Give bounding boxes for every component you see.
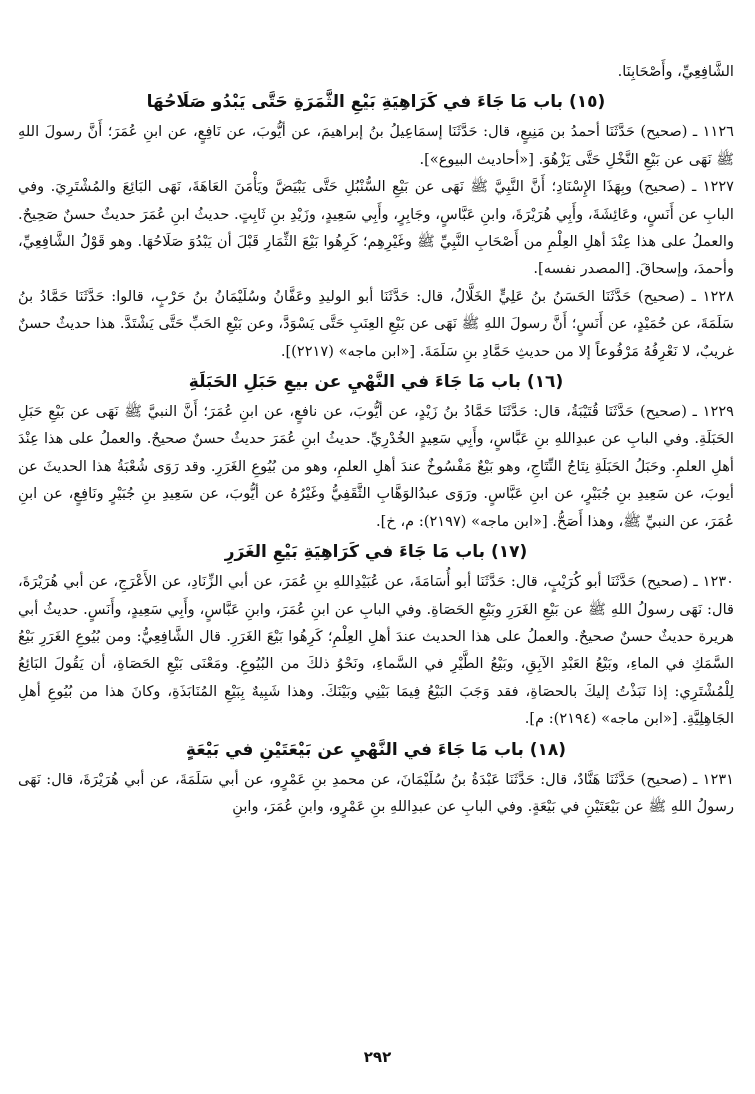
hadith-1227: ١٢٢٧ ـ (صحيح) وبِهَذَا الإِسْنَادِ؛ أَنَّ النَّبِيَّ ﷺ نَهَى عن بَيْعِ السُّنْبُلِ حَتَّى يَبْيَضَّ ويَأْمَنَ العَاهَةَ، نَهَى البَائِعَ والمُشْتَرِيَ. وفي البابِ عن أَنَسٍ، وعَائِشَةَ، وأَبِي هُرَيْرَةَ، وابنِ عَبَّاسٍ، وجَابِرٍ، وأَبِي سَعِيدٍ، وزَيْدِ بنِ ثَابِتٍ. حديثُ ابنِ عُمَرَ حديثٌ حسنٌ صَحِيحٌ. والعملُ على هذا عِنْدَ أهلِ العِلْمِ من أَصْحَابِ النَّبِيِّ ﷺ وغَيْرِهِم؛ كَرِهُوا بَيْعَ الثِّمَارِ قَبْلَ أن يَبْدُوَ صَلَاحُهَا. وهو قَوْلُ الشَّافِعِيِّ، وأحمدَ، وإسحاقَ. [المصدر نفسه]. bbox=[18, 178, 735, 278]
page-number: ٢٩٢ bbox=[363, 1048, 392, 1066]
opening-line: الشَّافِعِيِّ، وأَصْحَابِنَا. bbox=[617, 63, 734, 80]
hadith-1231: ١٢٣١ ـ (صحيح) حَدَّثَنَا هَنَّادٌ، قال: حَدَّثَنَا عَبْدَةُ بنُ سُلَيْمَانَ، عن محمدِ بنِ عَمْرٍو، عن أبي سَلَمَةَ، عن أبي هُرَيْرَةَ، قال: نَهَى رسولُ اللهِ ﷺ عن بَيْعَتَيْنِ في بَيْعَةٍ. وفي البابِ عن عبدِاللهِ بنِ عَمْرٍو، وابنِ عُمَرَ، وابنِ bbox=[18, 770, 734, 815]
chapter-heading-16: (١٦) باب مَا جَاءَ في النَّهْيِ عن بيعِ حَبَلِ الحَبَلَةِ bbox=[188, 372, 564, 393]
chapter-heading-17: (١٧) باب مَا جَاءَ في كَرَاهِيَةِ بَيْعِ الغَرَرِ bbox=[224, 542, 528, 563]
hadith-1229: ١٢٢٩ ـ (صحيح) حَدَّثَنَا قُتَيْبَةُ، قال: حَدَّثَنَا حَمَّادُ بنُ زَيْدٍ، عن أيُّوبَ، عن نافعٍ، عن ابنِ عُمَرَ؛ أَنَّ النبيَّ ﷺ نَهَى عن بَيْعِ حَبَلِ الحَبَلَةِ. وفي البابِ عن عبدِاللهِ بنِ عَبَّاسٍ، وأَبِي سَعِيدٍ الخُدْرِيِّ. حديثُ ابنِ عُمَرَ حديثٌ حسنٌ صحيحٌ. والعملُ على هذا عِنْدَ أهلِ العلمِ. وحَبَلُ الحَبَلَةِ نِتَاجُ النِّتَاجِ، وهو بَيْعٌ مَفْسُوخٌ عندَ أهلِ العلمِ، وهو من بُيُوعِ الغَرَرِ. وقد رَوَى شُعْبَةُ هذا الحديثَ عن أيوبَ، عن سَعِيدِ بنِ جُبَيْرٍ، عن ابنِ عَبَّاسٍ. ورَوَى عبدُالوَهَّابِ الثَّقَفِيُّ وغَيْرُهُ عن أيُّوبَ، عن سَعِيدِ بنِ جُبَيْرٍ ونَافِعٍ، عن ابنِ عُمَرَ، عن النبيِّ ﷺ، وهذا أَصَحُّ. [«ابن ماجه» (٢١٩٧): م، خ]. bbox=[18, 403, 734, 530]
hadith-1230: ١٢٣٠ ـ (صحيح) حَدَّثَنَا أبو كُرَيْبٍ، قال: حَدَّثَنَا أبو أُسَامَةَ، عن عُبَيْدِاللهِ بنِ عُمَرَ، عن أبي الزِّنَادِ، عن الأَعْرَجِ، عن أبي هُرَيْرَةَ، قال: نَهَى رسولُ اللهِ ﷺ عن بَيْعِ الغَرَرِ وبَيْعِ الحَصَاةِ. وفي البابِ عن ابنِ عُمَرَ، وابنِ عَبَّاسٍ، وأَبِي سَعِيدٍ، وأَنَسٍ. حديثُ أبي هريرة حديثٌ حسنٌ صحيحٌ. والعملُ على هذا الحديث عندَ أهلِ العِلْمِ؛ كَرِهُوا بَيْعَ الغَرَرِ. قال الشَّافِعِيُّ: ومن بُيُوعِ الغَرَرِ بَيْعُ السَّمَكِ في الماءِ، وبَيْعُ العَبْدِ الآبِقِ، وبَيْعُ الطَّيْرِ في السَّماءِ، ونَحْوُ ذلكَ من البُيُوعِ. ومَعْنَى بَيْعِ الحَصَاةِ، أن يَقُولَ البَائِعُ لِلْمُشْتَرِي: إذا نَبَذْتُ إليكَ بالحصَاةِ، فقد وَجَبَ البَيْعُ فِيمَا بَيْنِي وبَيْنَكَ. وهذا شَبِيهٌ بِبَيْعِ المُنَابَذَةِ، وكانَ هذا من بُيُوعِ أهلِ الجَاهِلِيَّةِ. [«ابن ماجه» (٢١٩٤): م]. bbox=[18, 573, 734, 728]
page-body bbox=[18, 58, 734, 820]
hadith-1226: ١١٢٦ ـ (صحيح) حَدَّثَنَا أحمدُ بن مَنِيعٍ، قال: حَدَّثَنَا إسمَاعِيلُ بنُ إبراهيمَ، عن أيُّوبَ، عن نَافِعٍ، عن ابنِ عُمَرَ؛ أَنَّ رسولَ اللهِ ﷺ نَهَى عن بَيْعِ النَّخْلِ حَتَّى يَزْهُوَ. [«أحاديث البيوع»]. bbox=[18, 123, 734, 168]
chapter-heading-18: (١٨) باب مَا جَاءَ في النَّهْيِ عن بَيْعَتَيْنِ في بَيْعَةٍ bbox=[185, 739, 567, 760]
chapter-heading-15: (١٥) باب مَا جَاءَ في كَرَاهِيَةِ بَيْعِ الثَّمَرَةِ حَتَّى يَبْدُو صَلَاحُهَا bbox=[146, 92, 606, 113]
hadith-1228: ١٢٢٨ ـ (صحيح) حَدَّثَنَا الحَسَنُ بنُ عَلِيٍّ الخَلَّالُ، قال: حَدَّثَنَا أبو الوليدِ وعَفَّانُ وسُلَيْمَانُ بنُ حَرْبٍ، قالوا: حَدَّثَنَا حَمَّادُ بنُ سَلَمَةَ، عن حُمَيْدٍ، عن أَنَسٍ؛ أَنَّ رسولَ اللهِ ﷺ نَهَى عن بَيْعِ العِنَبِ حَتَّى يَسْوَدَّ، وعن بَيْعِ الحَبِّ حَتَّى يَشْتَدَّ. هذا حديثٌ حسنٌ غريبٌ، لا نَعْرِفُهُ مَرْفُوعاً إلا من حديثِ حَمَّادِ بنِ سَلَمَةَ. [«ابن ماجه» (٢٢١٧)]. bbox=[18, 287, 734, 360]
